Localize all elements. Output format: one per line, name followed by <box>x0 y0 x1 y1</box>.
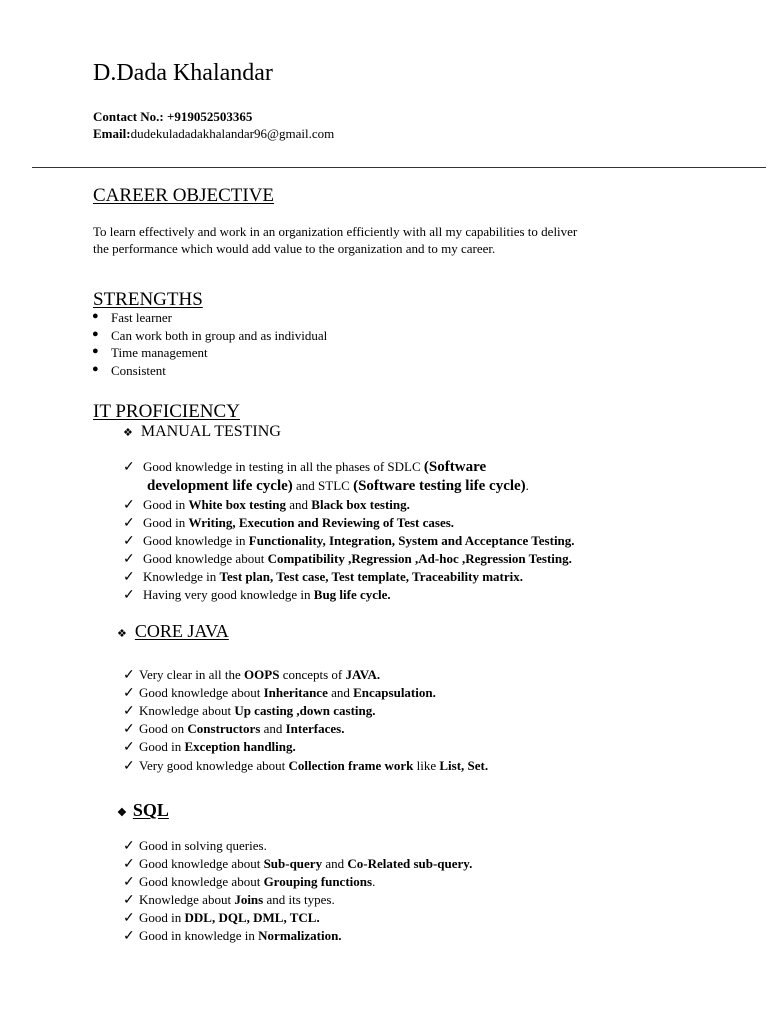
checkmark-icon: ✓ <box>123 668 135 683</box>
checkmark-icon: ✓ <box>123 722 135 737</box>
sql-item: ✓ Knowledge about Joins and its types. <box>123 892 335 908</box>
strength-text: Can work both in group and as individual <box>111 328 328 343</box>
checkmark-icon: ✓ <box>123 875 135 890</box>
java-item: ✓ Good knowledge about Inheritance and Encapsulation. <box>123 685 436 701</box>
manual-item: ✓ Good knowledge about Compatibility ,Regression ,Ad-hoc ,Regression Testing. <box>123 551 572 567</box>
email-value: dudekuladadakhalandar96@gmail.com <box>130 126 335 141</box>
checkmark-icon: ✓ <box>123 704 135 719</box>
checkmark-icon: ✓ <box>123 686 135 701</box>
diamond-bullet-icon: ❖ <box>117 807 127 819</box>
checkmark-icon: ✓ <box>123 498 135 513</box>
career-objective-line-2: the performance which would add value to the organization and to my career. <box>93 241 496 256</box>
bullet-icon: ● <box>92 345 99 357</box>
diamond-bullet-icon: ❖ <box>123 427 133 439</box>
sql-item: ✓ Good knowledge about Grouping functions. <box>123 874 376 890</box>
manual-item: ✓ Good in Writing, Execution and Reviewing of Test cases. <box>123 515 455 531</box>
checkmark-icon: ✓ <box>123 759 135 774</box>
career-objective-line-1: To learn effectively and work in an organization efficiently with all my capabilities to deliver <box>93 224 578 239</box>
strength-text: Consistent <box>111 363 166 378</box>
strength-text: Fast learner <box>111 310 173 325</box>
java-item: ✓ Good on Constructors and Interfaces. <box>123 721 345 737</box>
contact-value: +919052503365 <box>167 109 253 124</box>
checkmark-icon: ✓ <box>123 839 135 854</box>
checkmark-icon: ✓ <box>123 857 135 872</box>
email-line <box>93 126 334 142</box>
checkmark-icon: ✓ <box>123 552 135 567</box>
candidate-name: D.Dada Khalandar <box>93 60 273 86</box>
checkmark-icon: ✓ <box>123 588 135 603</box>
bullet-icon: ● <box>92 363 99 375</box>
manual-item: ✓ Knowledge in Test plan, Test case, Test template, Traceability matrix. <box>123 569 523 585</box>
contact-line <box>93 109 252 125</box>
sql-heading <box>117 800 169 821</box>
checkmark-icon: ✓ <box>123 929 135 944</box>
manual-item: ✓ Having very good knowledge in Bug life cycle. <box>123 587 391 603</box>
checkmark-icon: ✓ <box>123 893 135 908</box>
checkmark-icon: ✓ <box>123 570 135 585</box>
core-java-heading <box>117 621 229 642</box>
manual-item-continued: development life cycle) and STLC (Software testing life cycle). <box>147 478 529 494</box>
strengths-heading: STRENGTHS <box>93 289 203 310</box>
manual-testing-title: MANUAL TESTING <box>140 423 281 440</box>
contact-label: Contact No.: <box>93 109 164 124</box>
java-item: ✓ Knowledge about Up casting ,down casting. <box>123 703 376 719</box>
career-objective-heading: CAREER OBJECTIVE <box>93 185 275 206</box>
manual-item: ✓ Good knowledge in Functionality, Integration, System and Acceptance Testing. <box>123 533 575 549</box>
header-divider <box>32 167 766 168</box>
java-item: ✓ Very clear in all the OOPS concepts of JAVA. <box>123 667 381 683</box>
bullet-icon: ● <box>92 328 99 340</box>
core-java-title: CORE JAVA <box>134 621 229 641</box>
manual-item: ✓ Good in White box testing and Black box testing. <box>123 497 410 513</box>
checkmark-icon: ✓ <box>123 911 135 926</box>
checkmark-icon: ✓ <box>123 516 135 531</box>
email-label: Email: <box>93 126 131 141</box>
sql-title: SQL <box>132 800 169 820</box>
java-item: ✓ Very good knowledge about Collection frame work like List, Set. <box>123 758 489 774</box>
bullet-icon: ● <box>92 310 99 322</box>
manual-item: ✓ Good knowledge in testing in all the phases of SDLC (Software <box>123 459 487 475</box>
sql-item: ✓ Good in solving queries. <box>123 838 267 854</box>
sql-item: ✓ Good in DDL, DQL, DML, TCL. <box>123 910 320 926</box>
sql-item: ✓ Good in knowledge in Normalization. <box>123 928 342 944</box>
diamond-bullet-icon: ❖ <box>117 628 127 640</box>
java-item: ✓ Good in Exception handling. <box>123 739 296 755</box>
manual-testing-heading <box>123 423 281 441</box>
checkmark-icon: ✓ <box>123 460 135 475</box>
checkmark-icon: ✓ <box>123 534 135 549</box>
checkmark-icon: ✓ <box>123 740 135 755</box>
sql-item: ✓ Good knowledge about Sub-query and Co-Related sub-query. <box>123 856 473 872</box>
strength-text: Time management <box>111 345 208 360</box>
it-proficiency-heading: IT PROFICIENCY <box>93 401 240 422</box>
